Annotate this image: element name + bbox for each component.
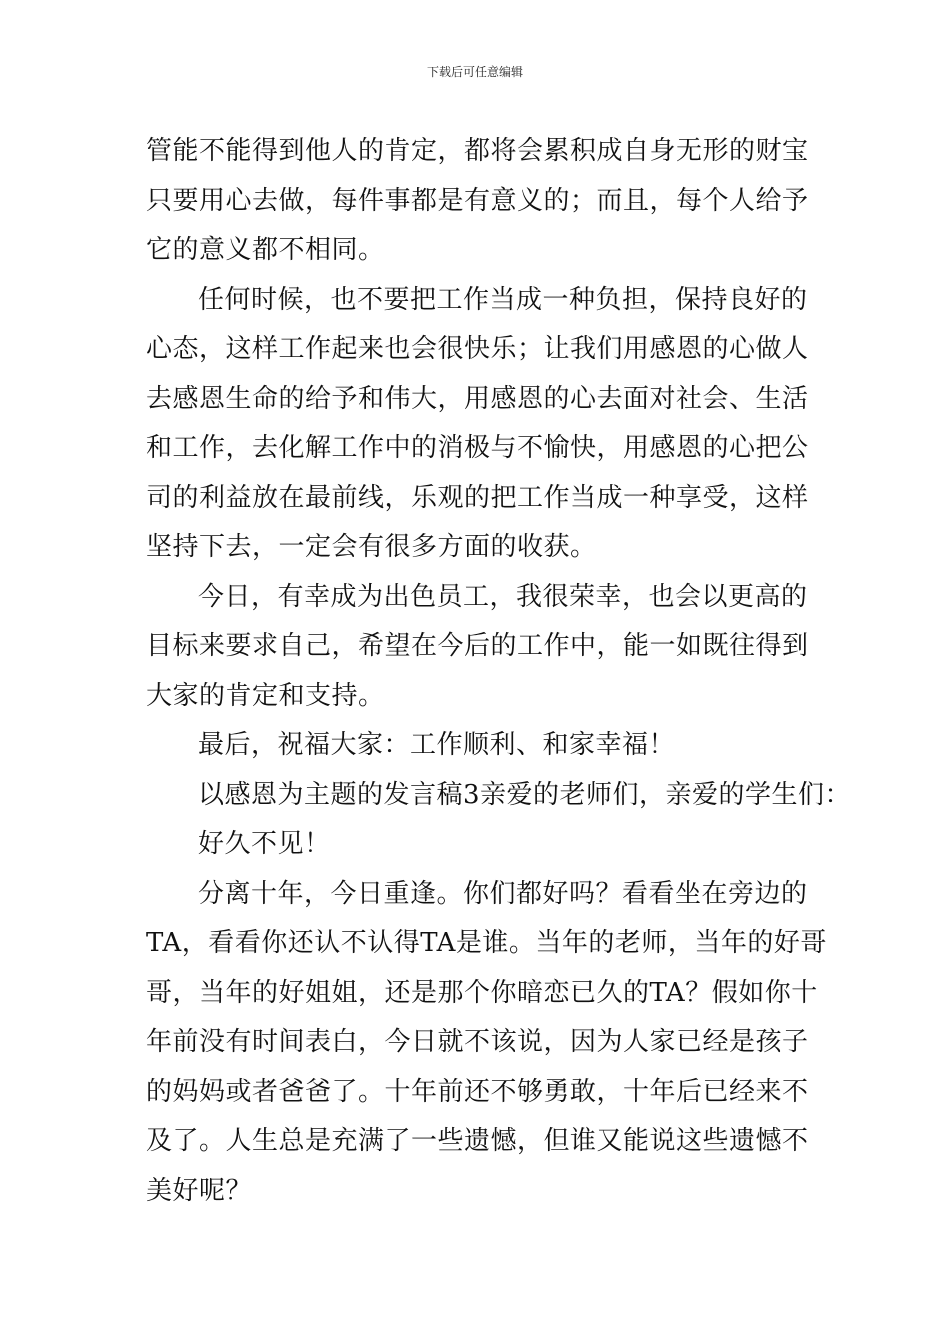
paragraph-3 — [146, 573, 810, 722]
paragraph-6 — [146, 820, 810, 870]
paragraph-7 — [146, 870, 827, 1217]
text-line: 最后，祝福大家：工作顺利、和家幸福！ — [198, 730, 676, 760]
page-header: 下载后可任意编辑 — [426, 65, 523, 79]
text-line: 管能不能得到他人的肯定，都将会累积成自身无形的财宝 — [146, 136, 809, 166]
text-line: 任何时候，也不要把工作当成一种负担，保持良好的 — [198, 284, 808, 315]
text-line: 它的意义都不相同。 — [146, 235, 385, 265]
text-line: 坚持下去，一定会有很多方面的收获。 — [146, 532, 597, 562]
text-line: 大家的肯定和支持。 — [146, 680, 385, 711]
text-line: 今日，有幸成为出色员工，我很荣幸，也会以更高的 — [198, 581, 808, 612]
text-line: 分离十年，今日重逢。你们都好吗？看看坐在旁边的 — [198, 878, 808, 909]
document-body — [146, 127, 852, 1216]
text-line: 好久不见！ — [198, 829, 331, 859]
text-line: TA，看看你还认不认得TA是谁。当年的老师，当年的好哥 — [146, 928, 827, 958]
text-line: 的妈妈或者爸爸了。十年前还不够勇敢，十年后已经来不 — [146, 1076, 809, 1107]
text-line: 去感恩生命的给予和伟大，用感恩的心去面对社会、生活 — [146, 383, 809, 414]
text-line: 司的利益放在最前线，乐观的把工作当成一种享受，这样 — [146, 482, 809, 513]
text-line: 和工作，去化解工作中的消极与不愉快，用感恩的心把公 — [146, 433, 809, 463]
text-line: 哥，当年的好姐姐，还是那个你暗恋已久的TA？假如你十 — [146, 977, 818, 1008]
text-line: 以感恩为主题的发言稿3亲爱的老师们，亲爱的学生们： — [198, 779, 852, 810]
text-line: 心态，这样工作起来也会很快乐；让我们用感恩的心做人 — [146, 334, 809, 364]
paragraph-5 — [146, 771, 852, 821]
paragraph-1 — [146, 127, 810, 276]
text-line: 年前没有时间表白，今日就不该说，因为人家已经是孩子 — [146, 1027, 809, 1057]
text-line: 只要用心去做，每件事都是有意义的；而且，每个人给予 — [146, 185, 809, 216]
text-line: 目标来要求自己，希望在今后的工作中，能一如既往得到 — [146, 631, 809, 661]
text-line: 美好呢？ — [146, 1175, 253, 1206]
text-line: 及了。人生总是充满了一些遗憾，但谁又能说这些遗憾不 — [146, 1126, 809, 1156]
paragraph-4 — [146, 721, 810, 771]
paragraph-2 — [146, 276, 810, 573]
